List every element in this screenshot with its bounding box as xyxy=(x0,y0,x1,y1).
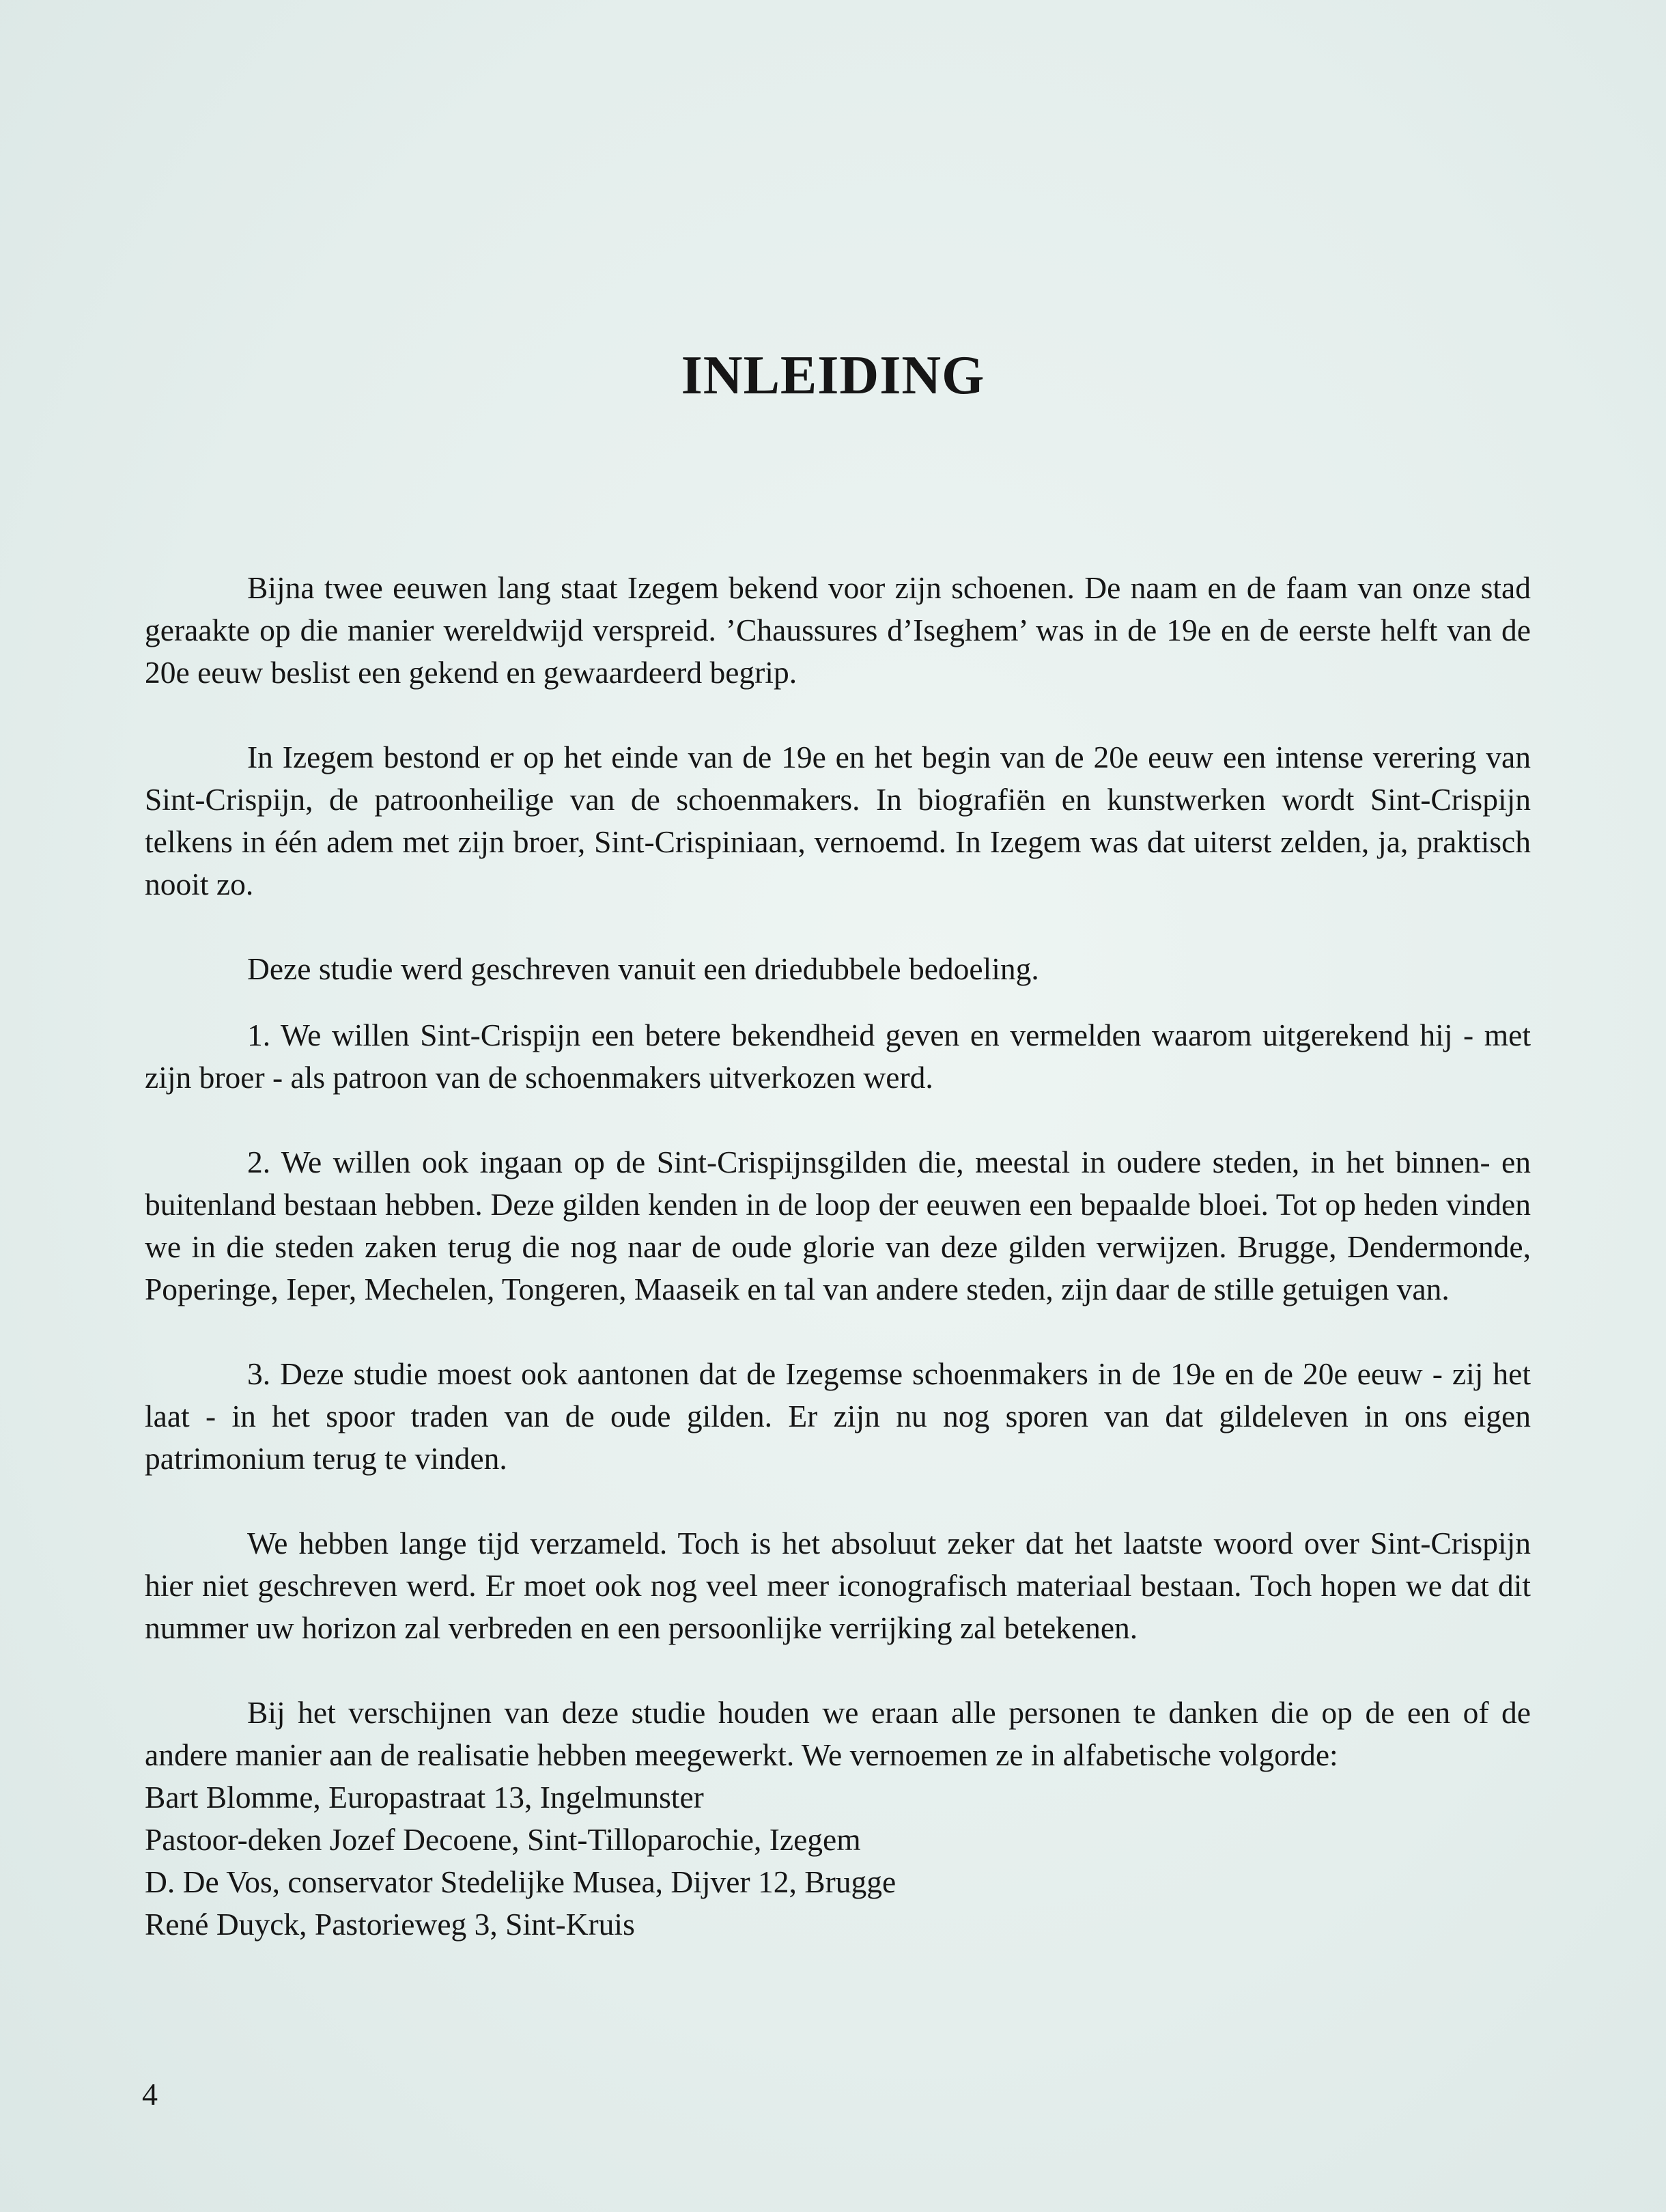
paragraph-veneration: In Izegem bestond er op het einde van de 19e en het begin van de 20e eeuw een intense verering van Sint-Crispijn, de patroonheilige van de schoenmakers. In biografiën en kunstwerken wordt Sint-Crispijn telkens in één adem met zijn broer, Sint-Crispiniaan, vernoemd. In Izegem was dat uiterst zelden, ja, praktisch nooit zo. xyxy=(145,740,1531,901)
acknowledgement-name: Bart Blomme, Europastraat 13, Ingelmunster xyxy=(145,1780,704,1815)
acknowledgement-name: René Duyck, Pastorieweg 3, Sint-Kruis xyxy=(145,1907,635,1942)
paragraph-point-3: 3. Deze studie moest ook aantonen dat de Izegemse schoenmakers in de 19e en de 20e eeuw - zij het laat - in het spoor traden van de oude gilden. Er zijn nu nog sporen van dat gildeleven in ons eigen patrimonium terug te vinden. xyxy=(145,1356,1531,1476)
page-number: 4 xyxy=(142,2077,158,2112)
acknowledgement-list xyxy=(145,1776,1531,1946)
paragraph-point-1: 1. We willen Sint-Crispijn een betere bekendheid geven en vermelden waarom uitgerekend hij - met zijn broer - als patroon van de schoenmakers uitverkozen werd. xyxy=(145,1018,1531,1095)
page-title: INLEIDING xyxy=(681,346,985,406)
acknowledgement-name: D. De Vos, conservator Stedelijke Musea, Dijver 12, Brugge xyxy=(145,1864,896,1899)
paragraph-collection: We hebben lange tijd verzameld. Toch is het absoluut zeker dat het laatste woord over Sint-Crispijn hier niet geschreven werd. Er moet ook nog veel meer iconografisch materiaal bestaan. Toch hopen we dat dit nummer uw horizon zal verbreden en een persoonlijke verrijking zal betekenen. xyxy=(145,1526,1531,1645)
body-text xyxy=(145,567,1531,1946)
paragraph-point-2: 2. We willen ook ingaan op de Sint-Crispijnsgilden die, meestal in oudere steden, in het binnen- en buitenland bestaan hebben. Deze gilden kenden in de loop der eeuwen een bepaalde bloei. Tot op heden vinden we in die steden zaken terug die nog naar de oude glorie van deze gilden verwijzen. Brugge, Dendermonde, Poperinge, Ieper, Mechelen, Tongeren, Maaseik en tal van andere steden, zijn daar de stille getuigen van. xyxy=(145,1145,1531,1306)
paragraph-purpose: Deze studie werd geschreven vanuit een driedubbele bedoeling. xyxy=(247,951,1039,986)
paragraph-intro: Bijna twee eeuwen lang staat Izegem bekend voor zijn schoenen. De naam en de faam van onze stad geraakte op die manier wereldwijd verspreid. ’Chaussures d’Iseghem’ was in de 19e en de eerste helft van de 20e eeuw beslist een gekend en gewaardeerd begrip. xyxy=(145,570,1531,690)
paragraph-thanks: Bij het verschijnen van deze studie houden we eraan alle personen te danken die op de een of de andere manier aan de realisatie hebben meegewerkt. We vernoemen ze in alfabetische volgorde: xyxy=(145,1695,1531,1772)
acknowledgement-name: Pastoor-deken Jozef Decoene, Sint-Tilloparochie, Izegem xyxy=(145,1822,861,1857)
